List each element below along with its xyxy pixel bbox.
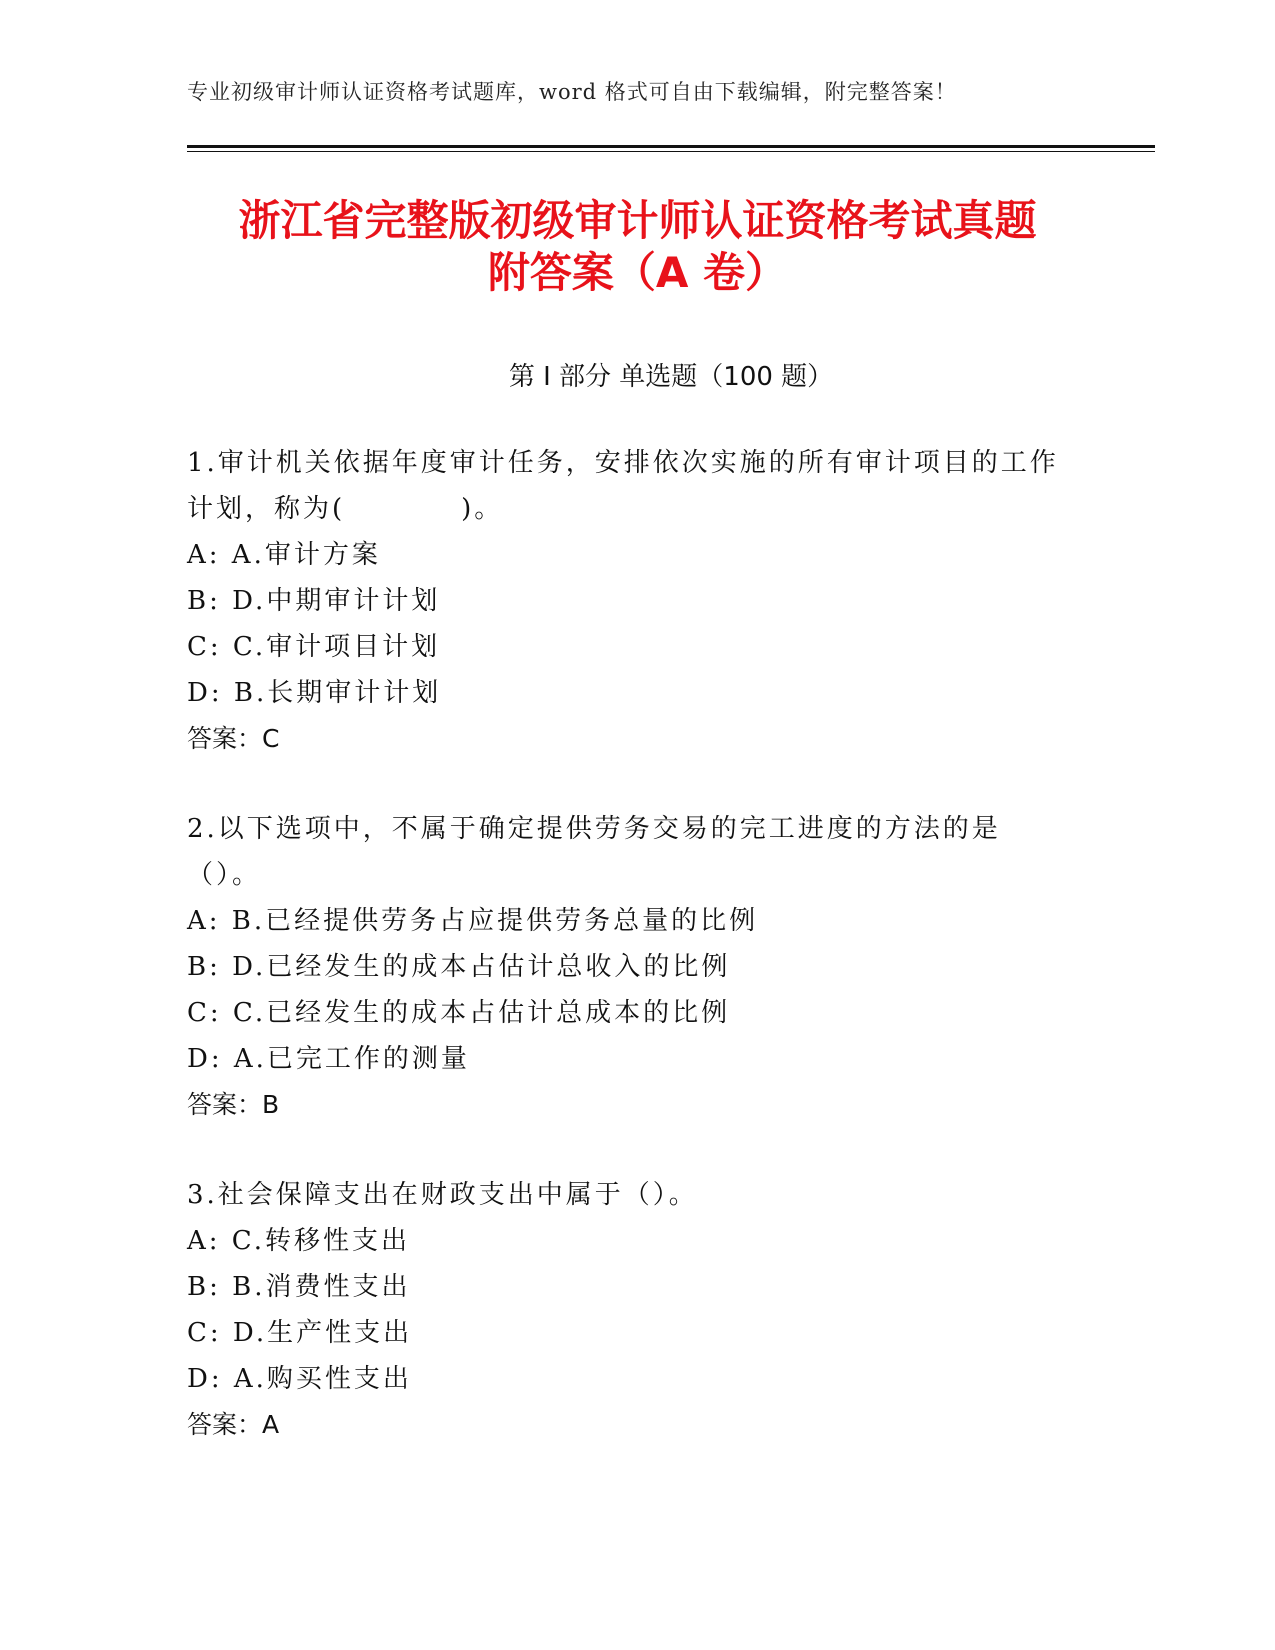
question-1 <box>187 440 1067 762</box>
document-title-line1: 浙江省完整版初级审计师认证资格考试真题 <box>238 196 1037 245</box>
question-answer: 答案：A <box>187 1410 280 1439</box>
question-option-a: A: C.转移性支出 <box>187 1226 411 1256</box>
header-rule-thin <box>187 151 1155 152</box>
question-3 <box>187 1172 1067 1448</box>
question-option-c: C: D.生产性支出 <box>187 1318 413 1348</box>
question-option-d: D: A.购买性支出 <box>187 1364 412 1394</box>
question-stem: 2.以下选项中，不属于确定提供劳务交易的完工进度的方法的是（）。 <box>187 814 1001 890</box>
question-answer: 答案：C <box>187 724 280 753</box>
question-option-a: A: A.审计方案 <box>187 540 381 570</box>
question-option-b: B: D.中期审计计划 <box>187 586 441 616</box>
question-option-c: C: C.已经发生的成本占估计总成本的比例 <box>187 998 731 1028</box>
section-title: 第 I 部分 单选题（100 题） <box>508 362 834 392</box>
document-title <box>120 195 1155 299</box>
header-note: 专业初级审计师认证资格考试题库，word 格式可自由下载编辑，附完整答案！ <box>187 80 957 104</box>
question-option-a: A: B.已经提供劳务占应提供劳务总量的比例 <box>187 906 759 936</box>
question-stem: 3.社会保障支出在财政支出中属于（）。 <box>187 1180 698 1210</box>
question-list <box>187 440 1067 1492</box>
header-rule-thick <box>187 145 1155 148</box>
question-2 <box>187 806 1067 1128</box>
question-option-c: C: C.审计项目计划 <box>187 632 441 662</box>
question-option-b: B: B.消费性支出 <box>187 1272 411 1302</box>
question-answer: 答案：B <box>187 1090 280 1119</box>
question-option-b: B: D.已经发生的成本占估计总收入的比例 <box>187 952 731 982</box>
document-title-line2: 附答案（A 卷） <box>487 248 788 297</box>
question-stem: 1.审计机关依据年度审计任务，安排依次实施的所有审计项目的工作计划，称为( )。 <box>187 448 1059 524</box>
question-option-d: D: A.已完工作的测量 <box>187 1044 470 1074</box>
question-option-d: D: B.长期审计计划 <box>187 678 442 708</box>
